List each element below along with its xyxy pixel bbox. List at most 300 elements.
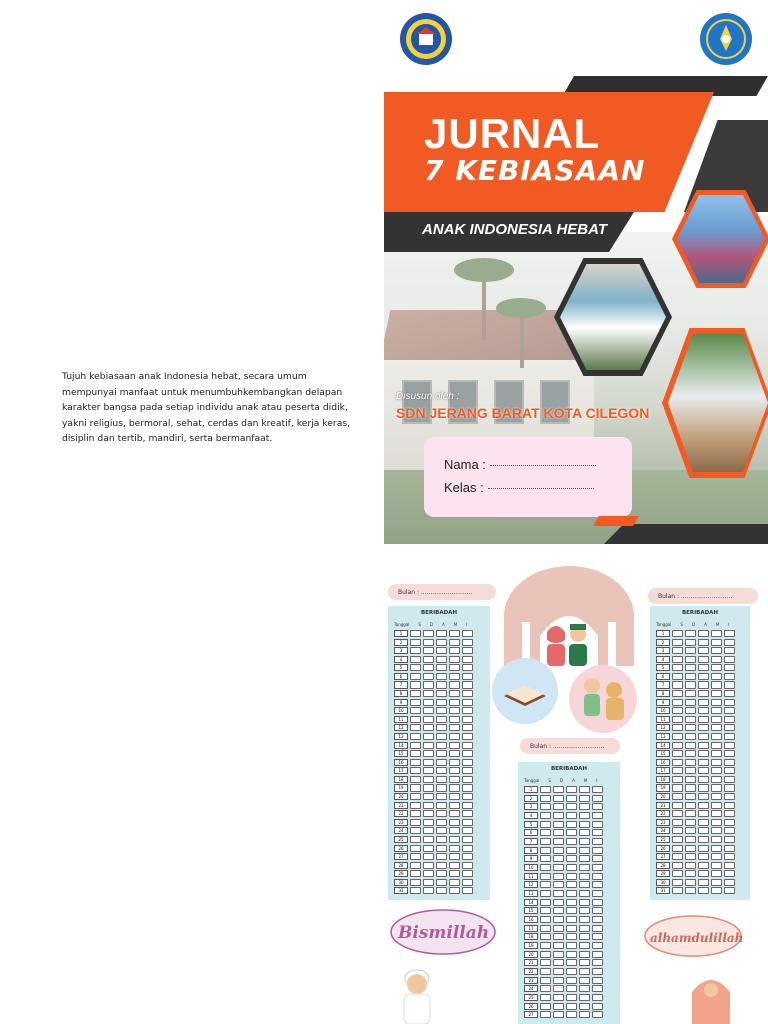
checkbox-cell[interactable] [672,716,683,723]
checkbox-cell[interactable] [698,750,709,757]
checkbox-cell[interactable] [553,881,564,888]
checkbox-cell[interactable] [672,836,683,843]
checkbox-cell[interactable] [566,838,577,845]
checkbox-cell[interactable] [410,647,421,654]
checkbox-cell[interactable] [449,647,460,654]
checkbox-cell[interactable] [698,887,709,894]
checkbox-cell[interactable] [410,673,421,680]
checkbox-cell[interactable] [566,933,577,940]
checkbox-cell[interactable] [462,845,473,852]
checkbox-cell[interactable] [698,853,709,860]
checkbox-cell[interactable] [436,733,447,740]
checkbox-cell[interactable] [410,827,421,834]
checkbox-cell[interactable] [592,838,603,845]
checkbox-cell[interactable] [449,750,460,757]
checkbox-cell[interactable] [423,656,434,663]
checkbox-cell[interactable] [711,724,722,731]
checkbox-cell[interactable] [423,879,434,886]
checkbox-cell[interactable] [410,819,421,826]
checkbox-cell[interactable] [553,977,564,984]
checkbox-cell[interactable] [436,887,447,894]
checkbox-cell[interactable] [462,853,473,860]
checkbox-cell[interactable] [423,776,434,783]
checkbox-cell[interactable] [711,862,722,869]
checkbox-cell[interactable] [553,994,564,1001]
checkbox-cell[interactable] [579,786,590,793]
checkbox-cell[interactable] [685,879,696,886]
checkbox-cell[interactable] [685,681,696,688]
checkbox-cell[interactable] [685,802,696,809]
checkbox-cell[interactable] [410,630,421,637]
checkbox-cell[interactable] [579,873,590,880]
checkbox-cell[interactable] [462,870,473,877]
checkbox-cell[interactable] [592,959,603,966]
checkbox-cell[interactable] [462,767,473,774]
checkbox-cell[interactable] [672,793,683,800]
checkbox-cell[interactable] [566,803,577,810]
checkbox-cell[interactable] [579,864,590,871]
checkbox-cell[interactable] [540,1011,551,1018]
checkbox-cell[interactable] [724,793,735,800]
checkbox-cell[interactable] [672,776,683,783]
checkbox-cell[interactable] [724,673,735,680]
checkbox-cell[interactable] [436,656,447,663]
checkbox-cell[interactable] [698,845,709,852]
checkbox-cell[interactable] [698,724,709,731]
checkbox-cell[interactable] [462,810,473,817]
checkbox-cell[interactable] [449,862,460,869]
checkbox-cell[interactable] [540,881,551,888]
checkbox-cell[interactable] [685,707,696,714]
checkbox-cell[interactable] [685,776,696,783]
checkbox-cell[interactable] [566,968,577,975]
checkbox-cell[interactable] [436,862,447,869]
checkbox-cell[interactable] [592,977,603,984]
checkbox-cell[interactable] [672,802,683,809]
checkbox-cell[interactable] [423,716,434,723]
checkbox-cell[interactable] [540,821,551,828]
checkbox-cell[interactable] [410,639,421,646]
checkbox-cell[interactable] [553,786,564,793]
checkbox-cell[interactable] [566,977,577,984]
checkbox-cell[interactable] [685,630,696,637]
checkbox-cell[interactable] [423,707,434,714]
checkbox-cell[interactable] [540,951,551,958]
name-field[interactable] [444,457,596,472]
checkbox-cell[interactable] [553,873,564,880]
checkbox-cell[interactable] [436,879,447,886]
checkbox-cell[interactable] [410,656,421,663]
checkbox-cell[interactable] [698,716,709,723]
checkbox-cell[interactable] [672,759,683,766]
checkbox-cell[interactable] [449,793,460,800]
checkbox-cell[interactable] [685,862,696,869]
checkbox-cell[interactable] [711,707,722,714]
checkbox-cell[interactable] [672,639,683,646]
checkbox-cell[interactable] [724,802,735,809]
checkbox-cell[interactable] [553,968,564,975]
checkbox-cell[interactable] [436,707,447,714]
checkbox-cell[interactable] [672,750,683,757]
checkbox-cell[interactable] [449,887,460,894]
checkbox-cell[interactable] [566,795,577,802]
checkbox-cell[interactable] [592,951,603,958]
checkbox-cell[interactable] [685,845,696,852]
checkbox-cell[interactable] [449,870,460,877]
checkbox-cell[interactable] [449,802,460,809]
checkbox-cell[interactable] [449,690,460,697]
checkbox-cell[interactable] [672,853,683,860]
checkbox-cell[interactable] [724,845,735,852]
checkbox-cell[interactable] [724,681,735,688]
checkbox-cell[interactable] [698,681,709,688]
checkbox-cell[interactable] [410,802,421,809]
checkbox-cell[interactable] [449,630,460,637]
checkbox-cell[interactable] [540,786,551,793]
checkbox-cell[interactable] [672,690,683,697]
checkbox-cell[interactable] [436,750,447,757]
checkbox-cell[interactable] [449,673,460,680]
checkbox-cell[interactable] [462,836,473,843]
checkbox-cell[interactable] [724,630,735,637]
checkbox-cell[interactable] [592,1003,603,1010]
checkbox-cell[interactable] [724,759,735,766]
checkbox-cell[interactable] [711,853,722,860]
checkbox-cell[interactable] [436,759,447,766]
checkbox-cell[interactable] [436,630,447,637]
checkbox-cell[interactable] [436,673,447,680]
checkbox-cell[interactable] [462,776,473,783]
checkbox-cell[interactable] [410,699,421,706]
checkbox-cell[interactable] [579,829,590,836]
checkbox-cell[interactable] [449,759,460,766]
checkbox-cell[interactable] [724,853,735,860]
checkbox-cell[interactable] [711,845,722,852]
checkbox-cell[interactable] [449,810,460,817]
checkbox-cell[interactable] [553,803,564,810]
checkbox-cell[interactable] [724,836,735,843]
checkbox-cell[interactable] [423,827,434,834]
checkbox-cell[interactable] [672,887,683,894]
checkbox-cell[interactable] [566,951,577,958]
checkbox-cell[interactable] [724,742,735,749]
checkbox-cell[interactable] [685,733,696,740]
checkbox-cell[interactable] [672,733,683,740]
checkbox-cell[interactable] [685,673,696,680]
checkbox-cell[interactable] [436,802,447,809]
checkbox-cell[interactable] [423,681,434,688]
checkbox-cell[interactable] [436,845,447,852]
checkbox-cell[interactable] [724,647,735,654]
checkbox-cell[interactable] [685,664,696,671]
checkbox-cell[interactable] [449,733,460,740]
checkbox-cell[interactable] [540,985,551,992]
checkbox-cell[interactable] [579,933,590,940]
checkbox-cell[interactable] [410,664,421,671]
checkbox-cell[interactable] [462,681,473,688]
checkbox-cell[interactable] [553,1003,564,1010]
checkbox-cell[interactable] [698,819,709,826]
checkbox-cell[interactable] [711,784,722,791]
checkbox-cell[interactable] [579,847,590,854]
checkbox-cell[interactable] [410,767,421,774]
checkbox-cell[interactable] [685,656,696,663]
checkbox-cell[interactable] [698,836,709,843]
checkbox-cell[interactable] [698,862,709,869]
checkbox-cell[interactable] [423,836,434,843]
checkbox-cell[interactable] [566,881,577,888]
checkbox-cell[interactable] [423,784,434,791]
checkbox-cell[interactable] [672,742,683,749]
checkbox-cell[interactable] [724,776,735,783]
checkbox-cell[interactable] [592,821,603,828]
checkbox-cell[interactable] [685,690,696,697]
checkbox-cell[interactable] [685,742,696,749]
checkbox-cell[interactable] [685,810,696,817]
checkbox-cell[interactable] [672,879,683,886]
checkbox-cell[interactable] [711,639,722,646]
checkbox-cell[interactable] [672,630,683,637]
checkbox-cell[interactable] [711,681,722,688]
checkbox-cell[interactable] [462,862,473,869]
checkbox-cell[interactable] [436,793,447,800]
checkbox-cell[interactable] [410,707,421,714]
checkbox-cell[interactable] [579,1003,590,1010]
checkbox-cell[interactable] [579,959,590,966]
checkbox-cell[interactable] [410,862,421,869]
checkbox-cell[interactable] [592,803,603,810]
checkbox-cell[interactable] [410,716,421,723]
checkbox-cell[interactable] [685,759,696,766]
checkbox-cell[interactable] [540,829,551,836]
checkbox-cell[interactable] [540,994,551,1001]
checkbox-cell[interactable] [672,819,683,826]
checkbox-cell[interactable] [462,639,473,646]
checkbox-cell[interactable] [685,639,696,646]
checkbox-cell[interactable] [724,656,735,663]
checkbox-cell[interactable] [579,942,590,949]
checkbox-cell[interactable] [672,707,683,714]
checkbox-cell[interactable] [436,870,447,877]
checkbox-cell[interactable] [553,959,564,966]
checkbox-cell[interactable] [592,890,603,897]
checkbox-cell[interactable] [449,836,460,843]
checkbox-cell[interactable] [685,853,696,860]
checkbox-cell[interactable] [553,838,564,845]
checkbox-cell[interactable] [592,812,603,819]
checkbox-cell[interactable] [566,959,577,966]
checkbox-cell[interactable] [423,819,434,826]
checkbox-cell[interactable] [449,879,460,886]
checkbox-cell[interactable] [592,916,603,923]
checkbox-cell[interactable] [698,870,709,877]
checkbox-cell[interactable] [462,707,473,714]
checkbox-cell[interactable] [579,916,590,923]
checkbox-cell[interactable] [579,994,590,1001]
checkbox-cell[interactable] [436,664,447,671]
checkbox-cell[interactable] [410,742,421,749]
checkbox-cell[interactable] [540,907,551,914]
checkbox-cell[interactable] [436,681,447,688]
checkbox-cell[interactable] [553,812,564,819]
checkbox-cell[interactable] [711,630,722,637]
checkbox-cell[interactable] [685,793,696,800]
checkbox-cell[interactable] [698,733,709,740]
checkbox-cell[interactable] [436,810,447,817]
checkbox-cell[interactable] [410,733,421,740]
checkbox-cell[interactable] [436,827,447,834]
checkbox-cell[interactable] [592,855,603,862]
checkbox-cell[interactable] [724,870,735,877]
checkbox-cell[interactable] [410,879,421,886]
checkbox-cell[interactable] [685,699,696,706]
checkbox-cell[interactable] [423,750,434,757]
checkbox-cell[interactable] [449,827,460,834]
checkbox-cell[interactable] [436,784,447,791]
checkbox-cell[interactable] [698,699,709,706]
checkbox-cell[interactable] [711,776,722,783]
checkbox-cell[interactable] [711,742,722,749]
checkbox-cell[interactable] [423,664,434,671]
checkbox-cell[interactable] [410,836,421,843]
checkbox-cell[interactable] [423,690,434,697]
checkbox-cell[interactable] [423,724,434,731]
checkbox-cell[interactable] [449,853,460,860]
checkbox-cell[interactable] [698,802,709,809]
checkbox-cell[interactable] [698,647,709,654]
checkbox-cell[interactable] [672,862,683,869]
checkbox-cell[interactable] [592,942,603,949]
checkbox-cell[interactable] [672,724,683,731]
checkbox-cell[interactable] [698,673,709,680]
checkbox-cell[interactable] [553,951,564,958]
checkbox-cell[interactable] [540,838,551,845]
checkbox-cell[interactable] [724,879,735,886]
checkbox-cell[interactable] [423,845,434,852]
checkbox-cell[interactable] [423,887,434,894]
checkbox-cell[interactable] [724,827,735,834]
checkbox-cell[interactable] [462,656,473,663]
checkbox-cell[interactable] [724,784,735,791]
checkbox-cell[interactable] [449,716,460,723]
checkbox-cell[interactable] [423,630,434,637]
checkbox-cell[interactable] [410,853,421,860]
checkbox-cell[interactable] [579,968,590,975]
checkbox-cell[interactable] [436,647,447,654]
checkbox-cell[interactable] [711,879,722,886]
checkbox-cell[interactable] [698,656,709,663]
checkbox-cell[interactable] [711,750,722,757]
checkbox-cell[interactable] [685,819,696,826]
checkbox-cell[interactable] [711,673,722,680]
checkbox-cell[interactable] [462,724,473,731]
checkbox-cell[interactable] [579,795,590,802]
checkbox-cell[interactable] [592,968,603,975]
checkbox-cell[interactable] [579,951,590,958]
checkbox-cell[interactable] [724,767,735,774]
checkbox-cell[interactable] [553,1011,564,1018]
checkbox-cell[interactable] [462,664,473,671]
checkbox-cell[interactable] [698,664,709,671]
checkbox-cell[interactable] [592,795,603,802]
checkbox-cell[interactable] [579,881,590,888]
checkbox-cell[interactable] [698,784,709,791]
checkbox-cell[interactable] [540,1003,551,1010]
checkbox-cell[interactable] [579,890,590,897]
checkbox-cell[interactable] [449,724,460,731]
checkbox-cell[interactable] [410,810,421,817]
checkbox-cell[interactable] [698,742,709,749]
checkbox-cell[interactable] [672,810,683,817]
checkbox-cell[interactable] [672,681,683,688]
checkbox-cell[interactable] [711,887,722,894]
checkbox-cell[interactable] [579,977,590,984]
checkbox-cell[interactable] [553,899,564,906]
checkbox-cell[interactable] [410,784,421,791]
checkbox-cell[interactable] [462,784,473,791]
checkbox-cell[interactable] [711,647,722,654]
checkbox-cell[interactable] [423,742,434,749]
checkbox-cell[interactable] [724,707,735,714]
checkbox-cell[interactable] [698,759,709,766]
checkbox-cell[interactable] [449,784,460,791]
checkbox-cell[interactable] [540,795,551,802]
checkbox-cell[interactable] [592,925,603,932]
checkbox-cell[interactable] [711,699,722,706]
checkbox-cell[interactable] [410,776,421,783]
checkbox-cell[interactable] [711,793,722,800]
checkbox-cell[interactable] [711,759,722,766]
checkbox-cell[interactable] [410,793,421,800]
checkbox-cell[interactable] [566,829,577,836]
checkbox-cell[interactable] [711,690,722,697]
checkbox-cell[interactable] [698,690,709,697]
checkbox-cell[interactable] [685,724,696,731]
checkbox-cell[interactable] [672,767,683,774]
checkbox-cell[interactable] [566,899,577,906]
checkbox-cell[interactable] [462,819,473,826]
checkbox-cell[interactable] [592,786,603,793]
checkbox-cell[interactable] [410,750,421,757]
checkbox-cell[interactable] [685,647,696,654]
checkbox-cell[interactable] [566,812,577,819]
checkbox-cell[interactable] [566,985,577,992]
checkbox-cell[interactable] [592,985,603,992]
checkbox-cell[interactable] [436,742,447,749]
checkbox-cell[interactable] [449,707,460,714]
checkbox-cell[interactable] [566,821,577,828]
checkbox-cell[interactable] [423,767,434,774]
class-field[interactable] [444,480,594,495]
checkbox-cell[interactable] [540,855,551,862]
checkbox-cell[interactable] [436,819,447,826]
checkbox-cell[interactable] [423,870,434,877]
checkbox-cell[interactable] [724,724,735,731]
checkbox-cell[interactable] [423,759,434,766]
checkbox-cell[interactable] [449,664,460,671]
checkbox-cell[interactable] [423,673,434,680]
checkbox-cell[interactable] [462,699,473,706]
checkbox-cell[interactable] [685,750,696,757]
checkbox-cell[interactable] [553,916,564,923]
checkbox-cell[interactable] [449,742,460,749]
checkbox-cell[interactable] [672,664,683,671]
checkbox-cell[interactable] [724,819,735,826]
checkbox-cell[interactable] [579,907,590,914]
checkbox-cell[interactable] [553,907,564,914]
checkbox-cell[interactable] [462,802,473,809]
checkbox-cell[interactable] [540,899,551,906]
